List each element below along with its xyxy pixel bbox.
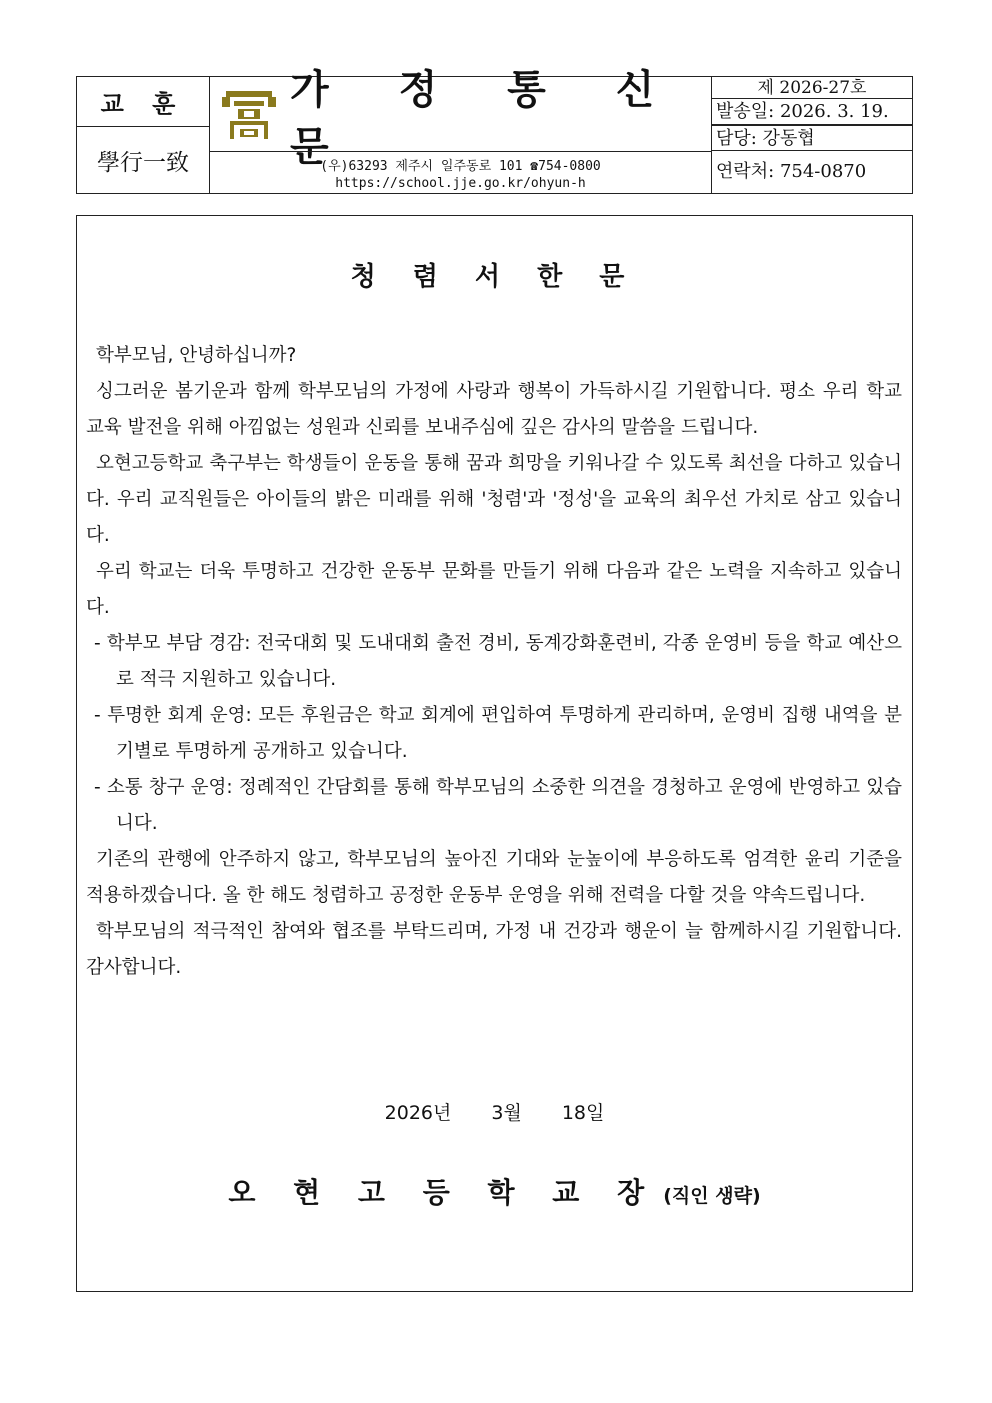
document-title: 청 렴 서 한 문: [350, 262, 639, 292]
manager: 담당: 강동협: [712, 126, 912, 151]
newsletter-title: 가 정 통 신 문: [290, 65, 683, 170]
bullet-item: - 소통 창구 운영: 정례적인 간담회를 통해 학부모님의 소중한 의견을 경청하고 운영에 반영하고 있습니다.: [94, 777, 902, 834]
letter-body: [86, 338, 902, 986]
paragraph: 기존의 관행에 안주하지 않고, 학부모님의 높아진 기대와 눈높이에 부응하도록 엄격한 윤리 기준을 적용하겠습니다. 올 한 해도 청렴하고 공정한 운동부 운영을 위해 전력을 다할 것을 약속드립니다.: [86, 849, 902, 906]
paragraph: 싱그러운 봄기운과 함께 학부모님의 가정에 사랑과 행복이 가득하시길 기원합니다. 평소 우리 학교 교육 발전을 위해 아낌없는 성원과 신뢰를 보내주심에 깊은 감사의 말씀을 드립니다.: [86, 381, 902, 438]
bullet-item: - 투명한 회계 운영: 모든 후원금은 학교 회계에 편입하여 투명하게 관리하며, 운영비 집행 내역을 분기별로 투명하게 공개하고 있습니다.: [94, 705, 902, 762]
date-year: 2026년: [384, 1102, 452, 1124]
paragraph: 학부모님, 안녕하십니까?: [96, 345, 297, 366]
header-info: [711, 77, 912, 193]
letter-date: [77, 1098, 912, 1125]
bullet-item: - 학부모 부담 경감: 전국대회 및 도내대회 출전 경비, 동계강화훈련비, 각종 운영비 등을 학교 예산으로 적극 지원하고 있습니다.: [94, 633, 902, 690]
issue-number: 제 2026-27호: [712, 77, 912, 99]
school-motto: 學行一致: [77, 127, 210, 193]
letter-frame: [76, 215, 913, 1292]
newsletter-header: [76, 65, 913, 194]
motto-label: 교 훈: [77, 77, 210, 127]
signature: [77, 1171, 912, 1211]
seal-note: (직인 생략): [663, 1185, 761, 1207]
paragraph: 학부모님의 적극적인 참여와 협조를 부탁드리며, 가정 내 건강과 행운이 늘 함께하시길 기원합니다. 감사합니다.: [86, 921, 902, 978]
signer-name: 오 현 고 등 학 교 장: [228, 1176, 659, 1209]
date-month: 3월: [491, 1102, 522, 1124]
paragraph: 우리 학교는 더욱 투명하고 건강한 운동부 문화를 만들기 위해 다음과 같은 노력을 지속하고 있습니다.: [86, 561, 902, 618]
school-url: https://school.jje.go.kr/ohyun-h: [335, 176, 586, 191]
send-date: 발송일: 2026. 3. 19.: [712, 99, 912, 126]
school-address: (우)63293 제주시 일주동로 101 ☎754-0800: [320, 159, 601, 174]
paragraph: 오현고등학교 축구부는 학생들이 운동을 통해 꿈과 희망을 키워나갈 수 있도록 최선을 다하고 있습니다. 우리 교직원들은 아이들의 밝은 미래를 위해 '청렴'과 '정성'을 교육의 최우선 가치로 삼고 있습니다.: [86, 453, 902, 546]
address-box: [210, 151, 711, 193]
contact: 연락처: 754-0870: [716, 161, 867, 182]
date-day: 18일: [561, 1102, 605, 1124]
school-emblem-icon: [220, 87, 278, 143]
header-center: [210, 65, 711, 193]
